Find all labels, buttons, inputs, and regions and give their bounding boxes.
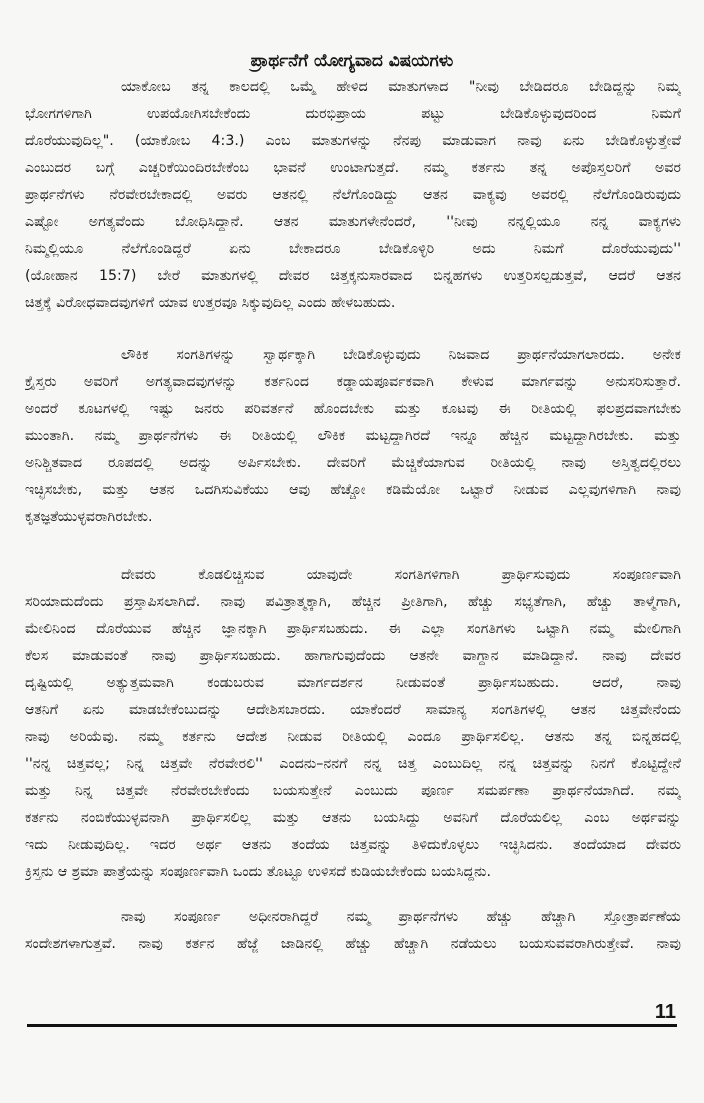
text-line: ಆತನಿಗೆ ಏನು ಮಾಡಬೇಕೆಂಬುದನ್ನು ಆದೇಶಿಸಬಾರದು. ಯಾಕೆಂದರೆ ಸಾಮಾನ್ಯ ಸಂಗತಿಗಳಲ್ಲಿ ಆತನ ಚಿತ್ತವೇನೆಂದು [25, 702, 681, 718]
paragraph-3 [25, 562, 681, 886]
text-line: ಕ್ರೈಸ್ತರು ಅವರಿಗೆ ಅಗತ್ಯವಾದವುಗಳನ್ನು ಕರ್ತನಿಂದ ಕಡ್ಡಾಯಪೂರ್ವಕವಾಗಿ ಕೇಳುವ ಮಾರ್ಗವನ್ನು ಅನುಸರಿಸುತ್ತಾರೆ. [25, 374, 681, 390]
page-number: 11 [654, 1001, 676, 1023]
page-title: ಪ್ರಾರ್ಥನೆಗೆ ಯೋಗ್ಯವಾದ ವಿಷಯಗಳು [250, 51, 454, 71]
text-line: ಕರ್ತನು ನಂಬಿಕೆಯುಳ್ಳವನಾಗಿ ಪ್ರಾರ್ಥಿಸಲಿಲ್ಲ ಮತ್ತು ಆತನು ಬಯಸಿದ್ದು ಅವನಿಗೆ ದೊರೆಯಲಿಲ್ಲ ಎಂಬ ಅರ್ಥವನ್ನು [25, 810, 681, 826]
text-line: ಇಚ್ಛಿಸಬೇಕು, ಮತ್ತು ಆತನ ಒದಗಿಸುವಿಕೆಯು ಆವು ಹೆಚ್ಚೋ ಕಡಿಮೆಯೋ ಒಟ್ಟಾರೆ ನೀಡುವ ಎಲ್ಲವುಗಳಿಗಾಗಿ ನಾವು [25, 482, 681, 498]
text-line: ನಾವು ಸಂಪೂರ್ಣ ಅಧೀನರಾಗಿದ್ದರೆ ನಮ್ಮ ಪ್ರಾರ್ಥನೆಗಳು ಹೆಚ್ಚು ಹೆಚ್ಚಾಗಿ ಸ್ತೋತ್ರಾರ್ಪಣೆಯ [121, 909, 681, 925]
paragraph-4 [25, 904, 681, 958]
text-line: ಕೃತಜ್ಞತೆಯುಳ್ಳವರಾಗಿರಬೇಕು. [25, 509, 153, 525]
text-line: ಇದು ನೀಡುವುದಿಲ್ಲ. ಇದರ ಅರ್ಥ ಆತನು ತಂದೆಯ ಚಿತ್ತವನ್ನು ತಿಳಿದುಕೊಳ್ಳಲು ಇಚ್ಛಿಸಿದನು. ತಂದೆಯಾದ ದೇವರು [25, 837, 681, 853]
footer-rule [27, 1024, 677, 1027]
text-line: ಭೋಗಗಳಿಗಾಗಿ ಉಪಯೋಗಿಸಬೇಕೆಂದು ದುರಭಿಪ್ರಾಯ ಪಟ್ಟು ಬೇಡಿಕೊಳ್ಳುವುದರಿಂದ ನಿಮಗೆ [25, 106, 681, 122]
text-line: ಪ್ರಾರ್ಥನೆಗಳು ನೆರವೇರಬೇಕಾದಲ್ಲಿ ಅವರು ಆತನಲ್ಲಿ ನೆಲೆಗೊಂಡಿದ್ದು ಆತನ ವಾಕ್ಯವು ಅವರಲ್ಲಿ ನೆಲೆಗೊಂಡಿರುವುದು [25, 187, 681, 203]
text-line: ದೇವರು ಕೊಡಲಿಚ್ಚಿಸುವ ಯಾವುದೇ ಸಂಗತಿಗಳಿಗಾಗಿ ಪ್ರಾರ್ಥಿಸುವುದು ಸಂಪೂರ್ಣವಾಗಿ [121, 567, 681, 583]
text-line: ಲೌಕಿಕ ಸಂಗತಿಗಳನ್ನು ಸ್ವಾರ್ಥಕ್ಕಾಗಿ ಬೇಡಿಕೊಳ್ಳುವುದು ನಿಜವಾದ ಪ್ರಾರ್ಥನೆಯಾಗಲಾರದು. ಅನೇಕ [121, 347, 681, 363]
text-line: ಯಾಕೋಬ ತನ್ನ ಕಾಲದಲ್ಲಿ ಒಮ್ಮೆ ಹೇಳಿದ ಮಾತುಗಳಾದ "ನೀವು ಬೇಡಿದರೂ ಬೇಡಿದ್ದನ್ನು ನಿಮ್ಮ [121, 79, 681, 95]
text-line: ನಾವು ಅರಿಯೆವು. ನಮ್ಮ ಕರ್ತನು ಆದೇಶ ನೀಡುವ ರೀತಿಯಲ್ಲಿ ಎಂದೂ ಪ್ರಾರ್ಥಿಸಲಿಲ್ಲ. ಆತನು ತನ್ನ ಬಿನ್ನಹದಲ್ಲಿ [25, 729, 681, 745]
text-line: (ಯೋಹಾನ 15:7) ಬೇರೆ ಮಾತುಗಳಲ್ಲಿ ದೇವರ ಚಿತ್ತಕ್ಕನುಸಾರವಾದ ಬಿನ್ನಹಗಳು ಉತ್ತರಿಸಲ್ಪಡುತ್ತವೆ, ಆದರೆ ಆತನ [25, 268, 681, 284]
text-line: ಕೆಲಸ ಮಾಡುವಂತೆ ನಾವು ಪ್ರಾರ್ಥಿಸಬಹುದು. ಹಾಗಾಗುವುದೆಂದು ಆತನೇ ವಾಗ್ದಾನ ಮಾಡಿದ್ದಾನೆ. ನಾವು ದೇವರ [25, 648, 681, 664]
text-line: ಅನಿಶ್ಚಿತವಾದ ರೂಪದಲ್ಲಿ ಅದನ್ನು ಅರ್ಪಿಸಬೇಕು. ದೇವರಿಗೆ ಮೆಚ್ಚಿಕೆಯಾಗುವ ರೀತಿಯಲ್ಲಿ ನಾವು ಅಸ್ತಿತ್ವದಲ್ಲಿರಲು [25, 455, 681, 471]
text-line: ''ನನ್ನ ಚಿತ್ತವಲ್ಲ; ನಿನ್ನ ಚಿತ್ತವೇ ನೆರವೇರಲಿ'' ಎಂದನು–ನನಗೆ ನನ್ನ ಚಿತ್ತ ಎಂಬುದಿಲ್ಲ ನನ್ನ ಚಿತ್ತವನ್ನು ನಿನಗೆ ಕೊಟ್ಟಿದ್ದೇನೆ [25, 756, 681, 772]
text-line: ದೃಷ್ಟಿಯಲ್ಲಿ ಅತ್ಯುತ್ತಮವಾಗಿ ಕಂಡುಬರುವ ಮಾರ್ಗದರ್ಶನ ನೀಡುವಂತೆ ಪ್ರಾರ್ಥಿಸಬಹುದು. ಆದರೆ, ನಾವು [25, 675, 681, 691]
paragraph-2 [25, 342, 681, 531]
text-line: ಅಂದರೆ ಕೂಟಗಳಲ್ಲಿ ಇಷ್ಟು ಜನರು ಪರಿವರ್ತನೆ ಹೊಂದಬೇಕು ಮತ್ತು ಕೂಟವು ಈ ರೀತಿಯಲ್ಲಿ ಫಲಪ್ರದವಾಗಬೇಕು [25, 401, 681, 417]
text-line: ಮತ್ತು ನಿನ್ನ ಚಿತ್ತವೇ ನೆರವೇರಬೇಕೆಂದು ಬಯಸುತ್ತೇನೆ ಎಂಬುದು ಪೂರ್ಣ ಸಮರ್ಪಣಾ ಪ್ರಾರ್ಥನೆಯಾಗಿದೆ. ನಮ್ಮ [25, 783, 681, 799]
text-line: ಸಂದೇಶಗಳಾಗುತ್ತವೆ. ನಾವು ಕರ್ತನ ಹೆಜ್ಜೆ ಜಾಡಿನಲ್ಲಿ ಹೆಚ್ಚು ಹೆಚ್ಚಾಗಿ ನಡೆಯಲು ಬಯಸುವವರಾಗಿರುತ್ತೇವೆ. ನಾವು [25, 936, 681, 952]
text-line: ನಿಮ್ಮಲ್ಲಿಯೂ ನೆಲೆಗೊಂಡಿದ್ದರೆ ಏನು ಬೇಕಾದರೂ ಬೇಡಿಕೊಳ್ಳಿರಿ ಅದು ನಿಮಗೆ ದೊರೆಯುವುದು'' [25, 241, 681, 257]
text-line: ಸರಿಯಾದುದೆಂದು ಪ್ರಸ್ತಾಪಿಸಲಾಗಿದೆ. ನಾವು ಪವಿತ್ರಾತ್ಮಕ್ಕಾಗಿ, ಹೆಚ್ಚಿನ ಪ್ರೀತಿಗಾಗಿ, ಹೆಚ್ಚು ಸಭ್ಯತೆಗಾಗಿ, ಹೆಚ್ಚು ತಾಳ್ಮೆಗಾಗಿ, [25, 594, 681, 610]
paragraph-1 [25, 74, 681, 317]
text-line: ದೊರೆಯುವುದಿಲ್ಲ". (ಯಾಕೋಬ 4:3.) ಎಂಬ ಮಾತುಗಳನ್ನು ನೆನಪು ಮಾಡುವಾಗ ನಾವು ಏನು ಬೇಡಿಕೊಳ್ಳುತ್ತೇವೆ [25, 133, 681, 149]
text-line: ಚಿತ್ತಕ್ಕೆ ವಿರೋಧವಾದವುಗಳಿಗೆ ಯಾವ ಉತ್ತರವೂ ಸಿಕ್ಕುವುದಿಲ್ಲ ಎಂದು ಹೇಳಬಹುದು. [25, 295, 396, 311]
text-line: ಮುಂತಾಗಿ. ನಮ್ಮ ಪ್ರಾರ್ಥನೆಗಳು ಈ ರೀತಿಯಲ್ಲಿ ಲೌಕಿಕ ಮಟ್ಟದ್ದಾಗಿರದೆ ಇನ್ನೂ ಹೆಚ್ಚಿನ ಮಟ್ಟದ್ದಾಗಿರಬೇಕು. ಮತ್ತು [25, 428, 681, 444]
text-line: ಎಂಬುದರ ಬಗ್ಗೆ ಎಚ್ಚರಿಕೆಯಿಂದಿರಬೇಕೆಂಬ ಭಾವನೆ ಉಂಟಾಗುತ್ತದೆ. ನಮ್ಮ ಕರ್ತನು ತನ್ನ ಅಪೊಸ್ತಲರಿಗೆ ಅವರ [25, 160, 681, 176]
text-line: ಕ್ರಿಸ್ತನು ಆ ಶ್ರಮಾ ಪಾತ್ರೆಯನ್ನು ಸಂಪೂರ್ಣವಾಗಿ ಒಂದು ತೊಟ್ಟೂ ಉಳಿಸದೆ ಕುಡಿಯಬೇಕೆಂದು ಬಯಸಿದ್ದನು. [25, 864, 491, 880]
text-line: ಎಷ್ಟೋ ಅಗತ್ಯವೆಂದು ಬೋಧಿಸಿದ್ದಾನೆ. ಆತನ ಮಾತುಗಳೇನೆಂದರೆ, ''ನೀವು ನನ್ನಲ್ಲಿಯೂ ನನ್ನ ವಾಕ್ಯಗಳು [25, 214, 681, 230]
text-line: ಮೇಲಿನಿಂದ ದೊರೆಯುವ ಹೆಚ್ಚಿನ ಜ್ಞಾನಕ್ಕಾಗಿ ಪ್ರಾರ್ಥಿಸಬಹುದು. ಈ ಎಲ್ಲಾ ಸಂಗತಿಗಳು ಒಟ್ಟಾಗಿ ನಮ್ಮ ಮೇಲಿಗಾಗಿ [25, 621, 681, 637]
